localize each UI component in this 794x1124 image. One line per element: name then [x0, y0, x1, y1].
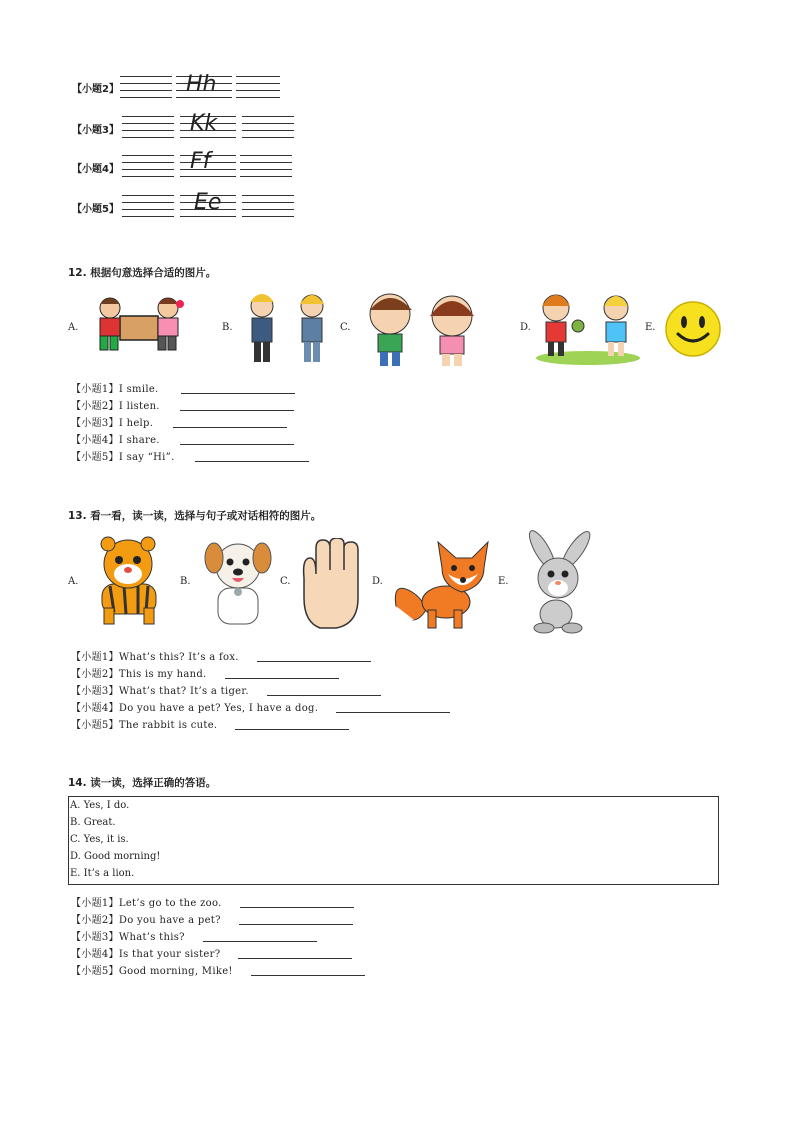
list-item: [71, 928, 317, 943]
item-text: This is my hand.: [118, 669, 207, 680]
choice-item: D. Good morning!: [70, 851, 161, 862]
option-label: D.: [520, 322, 531, 333]
list-item: [71, 414, 287, 429]
item-label: 【小题2】: [71, 915, 119, 926]
question-14-title: 14. 读一读，选择正确的答语。: [68, 777, 217, 789]
option-label: C.: [280, 576, 291, 587]
item-text: Do you have a pet? Yes, I have a dog.: [118, 703, 319, 714]
item-text: The rabbit is cute.: [118, 720, 218, 731]
list-item: [71, 431, 294, 446]
answer-blank[interactable]: [257, 651, 371, 662]
fox-image: [392, 540, 496, 632]
option-label: A.: [68, 576, 79, 587]
item-label: 【小题1】: [71, 652, 119, 663]
item-text: I listen.: [118, 401, 160, 412]
handwritten-letters: Hh: [186, 72, 217, 97]
option-label: E.: [498, 576, 509, 587]
item-label: 【小题3】: [71, 686, 119, 697]
item-label: 【小题4】: [71, 435, 119, 446]
boy-and-girl-listening-image: [356, 290, 486, 370]
item-text: Do you have a pet?: [118, 915, 221, 926]
question-13-title: 13. 看一看，读一读，选择与句子或对话相符的图片。: [68, 510, 322, 522]
answer-blank[interactable]: [180, 434, 294, 445]
choice-item: A. Yes, I do.: [70, 800, 130, 811]
option-label: D.: [372, 576, 383, 587]
option-label: C.: [340, 322, 351, 333]
list-item: [71, 397, 294, 412]
answer-blank[interactable]: [240, 897, 354, 908]
item-text: What’s that? It’s a tiger.: [118, 686, 249, 697]
item-label: 【小题2】: [71, 401, 119, 412]
choice-item: E. It’s a lion.: [70, 868, 135, 879]
item-text: I say “Hi”.: [118, 452, 175, 463]
item-text: What’s this? It’s a fox.: [118, 652, 239, 663]
writing-row-label: 【小题2】: [72, 84, 119, 95]
dog-image: [198, 536, 278, 630]
list-item: [71, 945, 352, 960]
item-label: 【小题3】: [71, 418, 119, 429]
list-item: [71, 665, 339, 680]
list-item: [71, 380, 295, 395]
answer-blank[interactable]: [238, 948, 352, 959]
item-text: Good morning, Mike!: [118, 966, 233, 977]
list-item: [71, 716, 349, 731]
item-text: Is that your sister?: [118, 949, 221, 960]
option-label: B.: [180, 576, 191, 587]
list-item: [71, 682, 381, 697]
answer-blank[interactable]: [203, 931, 317, 942]
list-item: [71, 962, 365, 977]
item-label: 【小题1】: [71, 898, 119, 909]
answer-blank[interactable]: [239, 914, 353, 925]
writing-row-label: 【小题4】: [72, 164, 119, 175]
item-label: 【小题4】: [71, 949, 119, 960]
item-text: Let’s go to the zoo.: [118, 898, 222, 909]
tiger-image: [84, 536, 174, 628]
choices-box: [68, 796, 719, 885]
smiley-face-image: [664, 300, 722, 358]
writing-row-label: 【小题3】: [72, 125, 119, 136]
answer-blank[interactable]: [195, 451, 309, 462]
list-item: [71, 648, 371, 663]
item-label: 【小题4】: [71, 703, 119, 714]
question-12-title: 12. 根据句意选择合适的图片。: [68, 267, 217, 279]
item-label: 【小题3】: [71, 932, 119, 943]
handwritten-letters: Kk: [190, 111, 218, 136]
answer-blank[interactable]: [267, 685, 381, 696]
option-label: B.: [222, 322, 233, 333]
handwritten-letters: Ee: [194, 190, 222, 215]
writing-row-label: 【小题5】: [72, 204, 119, 215]
list-item: [71, 699, 450, 714]
answer-blank[interactable]: [251, 965, 365, 976]
answer-blank[interactable]: [235, 719, 349, 730]
list-item: [71, 894, 354, 909]
girl-giving-apple-image: [534, 290, 640, 366]
handwritten-letters: Ff: [190, 149, 211, 174]
kids-carrying-box-image: [86, 292, 190, 360]
answer-blank[interactable]: [173, 417, 287, 428]
item-text: I help.: [118, 418, 154, 429]
item-text: I share.: [118, 435, 160, 446]
item-text: I smile.: [118, 384, 159, 395]
item-text: What’s this?: [118, 932, 185, 943]
option-label: A.: [68, 322, 79, 333]
answer-blank[interactable]: [225, 668, 339, 679]
boy-and-girl-waving-image: [238, 290, 338, 366]
choice-item: B. Great.: [70, 817, 116, 828]
answer-blank[interactable]: [336, 702, 450, 713]
answer-blank[interactable]: [180, 400, 294, 411]
choice-item: C. Yes, it is.: [70, 834, 129, 845]
item-label: 【小题5】: [71, 720, 119, 731]
rabbit-image: [514, 528, 600, 636]
hand-image: [296, 538, 370, 634]
option-label: E.: [645, 322, 656, 333]
item-label: 【小题5】: [71, 452, 119, 463]
answer-blank[interactable]: [181, 383, 295, 394]
item-label: 【小题5】: [71, 966, 119, 977]
item-label: 【小题2】: [71, 669, 119, 680]
item-label: 【小题1】: [71, 384, 119, 395]
list-item: [71, 911, 353, 926]
list-item: [71, 448, 309, 463]
